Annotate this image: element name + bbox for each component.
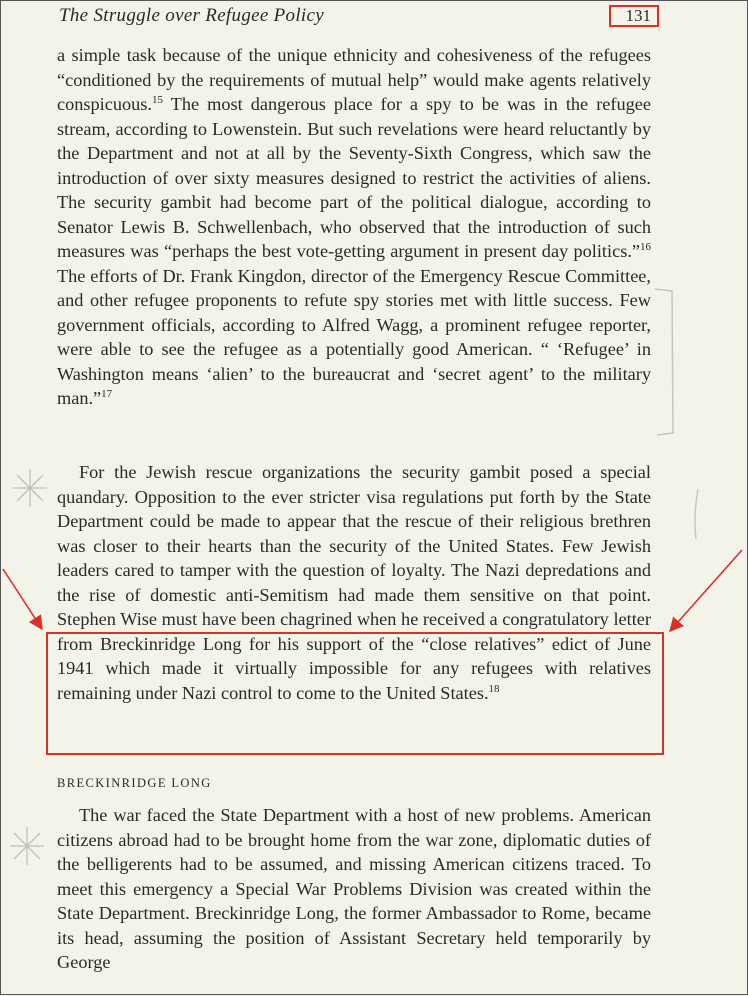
paragraph-3-text: The war faced the State Department with a host of new problems. American citizens abroad had to be brought home from the war zone, diplomatic duties of the belligerents had to be assumed, and missing American citizens traced. To meet this emergency a Special War Problems Division was created within the State Department. Breckinridge Long, the former Ambassador to Rome, became its head, assuming the position of Assistant Secretary held temporarily by George bbox=[57, 805, 651, 972]
paragraph-1-text-b: The most dangerous place for a spy to be was in the refugee stream, according to Lowenstein. But such revelations were heard reluctantly by the Department and not at all by the Seventy-Sixth Congress, which saw the introduction of over sixty measures designed to restrict the activities of aliens. The security gambit had become part of the political dialogue, according to Senator Lewis B. Schwellenbach, who observed that the introduction of such measures was “perhaps the best vote-getting argument in present day politics.” bbox=[57, 94, 651, 261]
paragraph-2-text: For the Jewish rescue organizations the security gambit posed a special quandary. Opposition to the ever stricter visa regulations put forth by the State Department could be made to appear that the rescue of their religious brethren was closer to their hearts than the security of the United States. Few Jewish leaders cared to tamper with the question of loyalty. The Nazi depredations and the rise of domestic anti-Semitism had made them sensitive on that point. Stephen Wise must have been chagrined when he received a congratulatory letter from Breckinridge Long for his support of the “close relatives” edict of June 1941 which made it virtually impossible for any refugees with relatives remaining under Nazi control to come to the United States. bbox=[57, 462, 651, 703]
highlight-box bbox=[46, 632, 664, 755]
left-arrow bbox=[3, 569, 42, 629]
margin-asterisk-mark-2 bbox=[10, 827, 44, 865]
footnote-ref-18: 18 bbox=[488, 682, 500, 695]
running-title: The Struggle over Refugee Policy bbox=[59, 5, 324, 26]
margin-bracket-mark bbox=[655, 289, 673, 435]
section-heading: BRECKINRIDGE LONG bbox=[57, 776, 212, 790]
paragraph-1 bbox=[57, 43, 651, 411]
page-header bbox=[59, 5, 659, 31]
footnote-ref-17: 17 bbox=[101, 387, 113, 400]
paragraph-1-text-c: The efforts of Dr. Frank Kingdon, director of the Emergency Rescue Committee, and other refugee proponents to refute spy stories met with little success. Few government officials, according to Alfred Wagg, a prominent refugee reporter, were able to see the refugee as a potentially good American. “ ‘Refugee’ in Washington means ‘alien’ to the bureaucrat and ‘secret agent’ to the military man.” bbox=[57, 265, 651, 408]
paragraph-1-text-a: a simple task because of the unique ethnicity and cohesiveness of the refugees “conditioned by the requirements of mutual help” would make agents relatively conspicuous. bbox=[57, 45, 651, 114]
page-number: 131 bbox=[609, 5, 659, 27]
right-arrow bbox=[670, 550, 742, 631]
footnote-ref-15: 15 bbox=[151, 93, 163, 106]
paragraph-3 bbox=[57, 803, 651, 975]
margin-asterisk-mark bbox=[13, 469, 47, 507]
footnote-ref-16: 16 bbox=[640, 240, 651, 253]
margin-pencil-mark bbox=[695, 489, 698, 539]
